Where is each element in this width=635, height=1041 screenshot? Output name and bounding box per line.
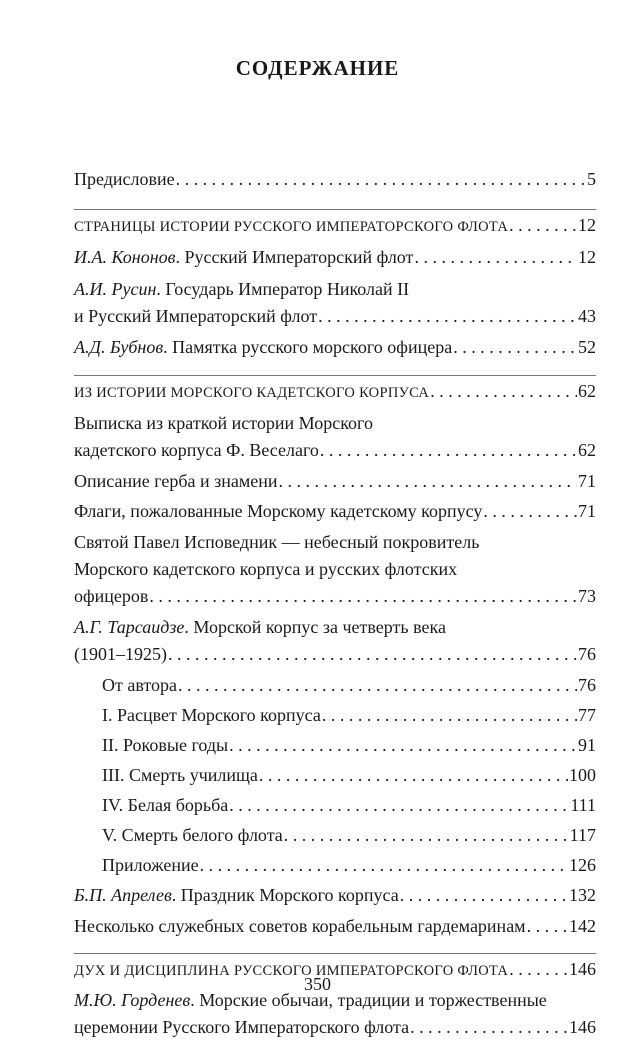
toc-entry[interactable]	[74, 614, 596, 668]
toc-subentry[interactable]	[74, 732, 596, 759]
toc-page-number: 76	[578, 675, 596, 695]
leader-dots	[414, 244, 577, 271]
toc-entry-title: и Русский Императорский флот	[74, 306, 318, 326]
toc-entry-author: М.Ю. Горденев	[74, 990, 191, 1010]
leader-dots	[322, 702, 577, 729]
toc-entry-author: И.А. Кононов	[74, 247, 176, 267]
leader-dots	[483, 498, 577, 525]
toc-entry-title-line: . Государь Император Николай II	[156, 279, 410, 299]
leader-dots	[410, 1014, 568, 1041]
toc-page-number: 52	[578, 337, 596, 357]
toc-entry-title: V. Смерть белого флота	[102, 825, 283, 845]
toc-page-number: 73	[578, 586, 596, 606]
toc-page-number: 100	[569, 765, 596, 785]
leader-dots	[200, 852, 568, 879]
toc-page-number: 76	[578, 644, 596, 664]
toc-page-number: 12	[578, 247, 596, 267]
toc-entry-title: Несколько служебных советов корабельным гардемаринам	[74, 916, 526, 936]
toc-entry[interactable]	[74, 913, 596, 940]
toc-page-number: 91	[578, 735, 596, 755]
toc-subentry[interactable]	[74, 822, 596, 849]
toc-entry-title: СТРАНИЦЫ ИСТОРИИ РУССКОГО ИМПЕРАТОРСКОГО ФЛОТА	[74, 219, 509, 235]
leader-dots	[453, 334, 577, 361]
toc-entry-title-line: Выписка из краткой истории Морского	[74, 413, 373, 433]
toc-page-number: 117	[569, 825, 596, 845]
leader-dots	[320, 437, 577, 464]
toc-entry-author: А.И. Русин	[74, 279, 157, 299]
toc-entry-title: офицеров	[74, 586, 149, 606]
divider	[74, 209, 596, 210]
toc-subentry[interactable]	[74, 852, 596, 879]
toc-section-heading[interactable]	[74, 212, 596, 241]
leader-dots	[176, 166, 586, 193]
toc-subentry[interactable]	[74, 702, 596, 729]
toc-page-number: 5	[587, 169, 596, 189]
toc-entry-title: От автора	[102, 675, 178, 695]
toc-page-number: 71	[578, 471, 596, 491]
toc-page-number: 132	[569, 885, 596, 905]
toc-page-number: 43	[578, 306, 596, 326]
toc-section-heading[interactable]	[74, 378, 596, 407]
toc-subentry[interactable]	[74, 762, 596, 789]
toc-entry[interactable]	[74, 276, 596, 330]
toc-entry-title: ДУХ И ДИСЦИПЛИНА РУССКОГО ИМПЕРАТОРСКОГО ФЛОТА	[74, 963, 509, 979]
toc-entry-author: Б.П. Апрелев	[74, 885, 172, 905]
page-number: 350	[304, 974, 331, 994]
leader-dots	[430, 378, 577, 405]
toc-entry-title: Описание герба и знамени	[74, 471, 278, 491]
leader-dots	[229, 732, 577, 759]
leader-dots	[149, 583, 577, 610]
toc-page-number: 71	[578, 501, 596, 521]
leader-dots	[509, 212, 577, 239]
toc-entry[interactable]	[74, 882, 596, 909]
toc-page-number: 126	[569, 855, 596, 875]
toc-entry-title: II. Роковые годы	[102, 735, 229, 755]
divider	[74, 375, 596, 376]
toc-entry-title: . Русский Императорский флот	[175, 247, 414, 267]
toc-entry-title: III. Смерть училища	[102, 765, 258, 785]
leader-dots	[178, 672, 577, 699]
toc-entry[interactable]	[74, 410, 596, 464]
toc-subentry[interactable]	[74, 672, 596, 699]
divider	[74, 953, 596, 954]
leader-dots	[318, 303, 577, 330]
toc-entry-title: I. Расцвет Морского корпуса	[102, 705, 321, 725]
leader-dots	[229, 792, 569, 819]
toc-entry[interactable]	[74, 334, 596, 361]
page-title: СОДЕРЖАНИЕ	[235, 56, 400, 80]
toc-page-number: 62	[578, 381, 596, 401]
toc-entry-author: А.Д. Бубнов	[74, 337, 164, 357]
toc-entry-title: Предисловие	[74, 169, 175, 189]
toc-entry-title: (1901–1925)	[74, 644, 167, 664]
toc-entry-title-line: Морского кадетского корпуса и русских флотских	[74, 559, 458, 579]
toc-entry[interactable]	[74, 987, 596, 1041]
toc-entry-title: Приложение	[102, 855, 199, 875]
table-of-contents	[74, 166, 596, 1041]
toc-page-number: 146	[569, 959, 596, 979]
toc-entry-title: кадетского корпуса Ф. Веселаго	[74, 440, 319, 460]
toc-entry[interactable]	[74, 498, 596, 525]
toc-entry-title-line: . Морской корпус за четверть века	[184, 617, 446, 637]
toc-entry-author: А.Г. Тарсаидзе	[74, 617, 185, 637]
leader-dots	[279, 468, 577, 495]
toc-page-number: 111	[570, 795, 596, 815]
toc-entry-title: IV. Белая борьба	[102, 795, 229, 815]
toc-entry-preface[interactable]	[74, 166, 596, 193]
toc-entry[interactable]	[74, 244, 596, 271]
leader-dots	[400, 882, 568, 909]
toc-entry-title: Флаги, пожалованные Морскому кадетскому корпусу	[74, 501, 483, 521]
toc-entry-title: ИЗ ИСТОРИИ МОРСКОГО КАДЕТСКОГО КОРПУСА	[74, 385, 430, 401]
leader-dots	[168, 641, 577, 668]
leader-dots	[284, 822, 569, 849]
toc-entry[interactable]	[74, 468, 596, 495]
toc-entry-title: церемонии Русского Императорского флота	[74, 1017, 410, 1037]
toc-entry-title-line: . Морские обычаи, традиции и торжественные	[190, 990, 547, 1010]
toc-page-number: 146	[569, 1017, 596, 1037]
toc-page-number: 12	[578, 215, 596, 235]
toc-entry-title: . Памятка русского морского офицера	[163, 337, 453, 357]
toc-entry-title: . Праздник Морского корпуса	[171, 885, 399, 905]
toc-entry-title-line: Святой Павел Исповедник — небесный покровитель	[74, 532, 480, 552]
toc-page-number: 77	[578, 705, 596, 725]
toc-page-number: 62	[578, 440, 596, 460]
leader-dots	[259, 762, 568, 789]
toc-page-number: 142	[569, 916, 596, 936]
toc-entry[interactable]	[74, 529, 596, 610]
toc-subentry[interactable]	[74, 792, 596, 819]
leader-dots	[527, 913, 568, 940]
